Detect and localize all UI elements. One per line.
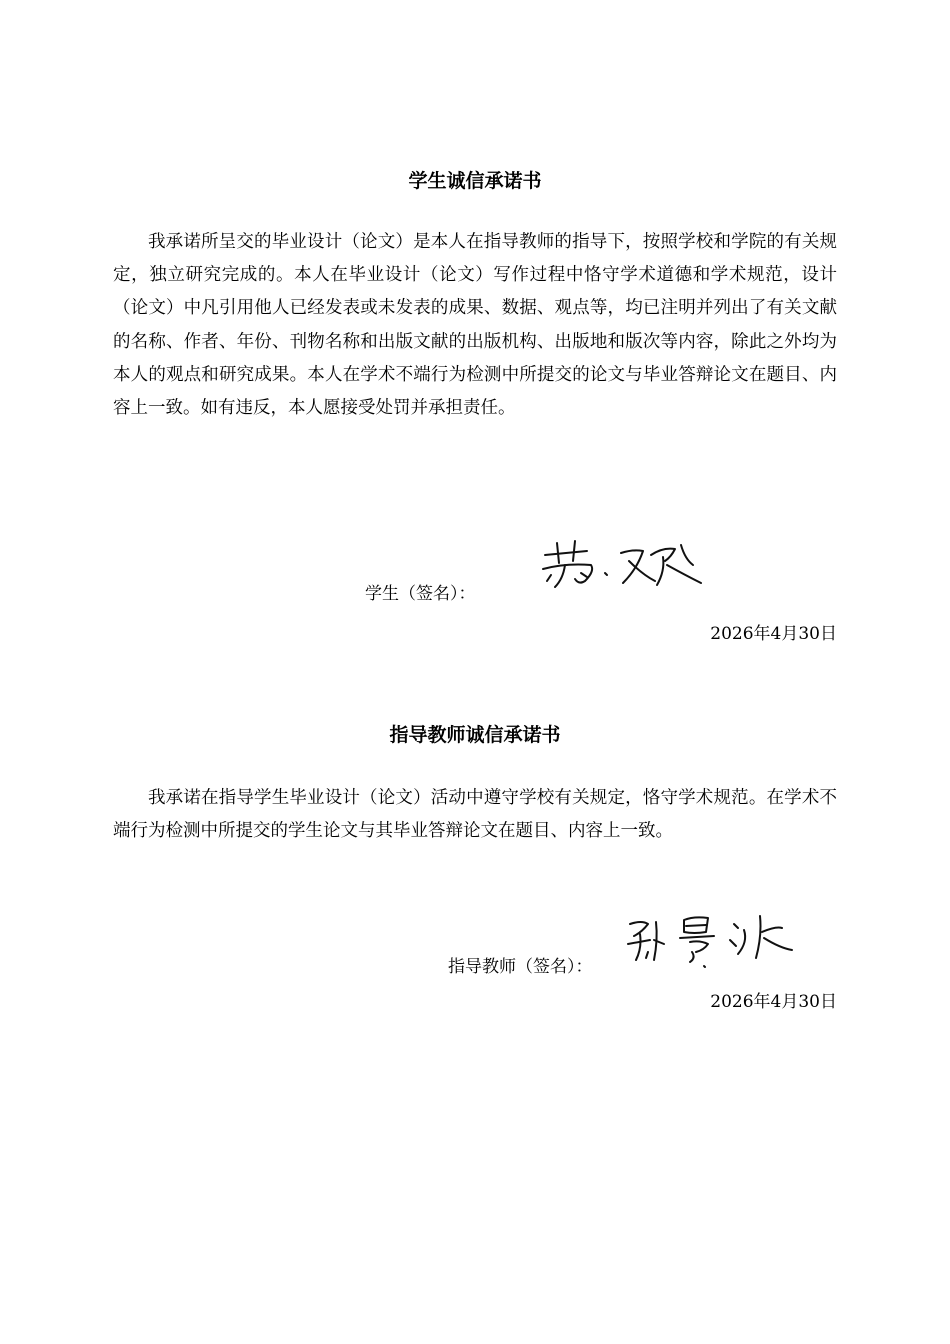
- student-signature-date: 2026年4月30日: [710, 624, 837, 644]
- advisor-signature-date: 2026年4月30日: [710, 992, 837, 1012]
- advisor-signature-label: 指导教师（签名）：: [448, 957, 593, 977]
- advisor-pledge-title: 指导教师诚信承诺书: [389, 724, 561, 746]
- student-pledge-body: 我承诺所呈交的毕业设计（论文）是本人在指导教师的指导下，按照学校和学院的有关规定，独立研究完成的。本人在毕业设计（论文）写作过程中恪守学术道德和学术规范，设计（论文）中凡引用他人已经发表或未发表的成果、数据、观点等，均已注明并列出了有关文献的名称、作者、年份、刊物名称和出版文献的出版机构、出版地和版次等内容，除此之外均为本人的观点和研究成果。本人在学术不端行为检测中所提交的论文与毕业答辩论文在题目、内容上一致。如有违反，本人愿接受处罚并承担责任。: [113, 232, 837, 419]
- student-pledge-title: 学生诚信承诺书: [408, 170, 542, 192]
- advisor-signature: [620, 910, 800, 975]
- student-signature: [535, 535, 710, 595]
- student-signature-label: 学生（签名）：: [365, 584, 476, 604]
- advisor-pledge-body: 我承诺在指导学生毕业设计（论文）活动中遵守学校有关规定，恪守学术规范。在学术不端行为检测中所提交的学生论文与其毕业答辩论文在题目、内容上一致。: [113, 788, 837, 842]
